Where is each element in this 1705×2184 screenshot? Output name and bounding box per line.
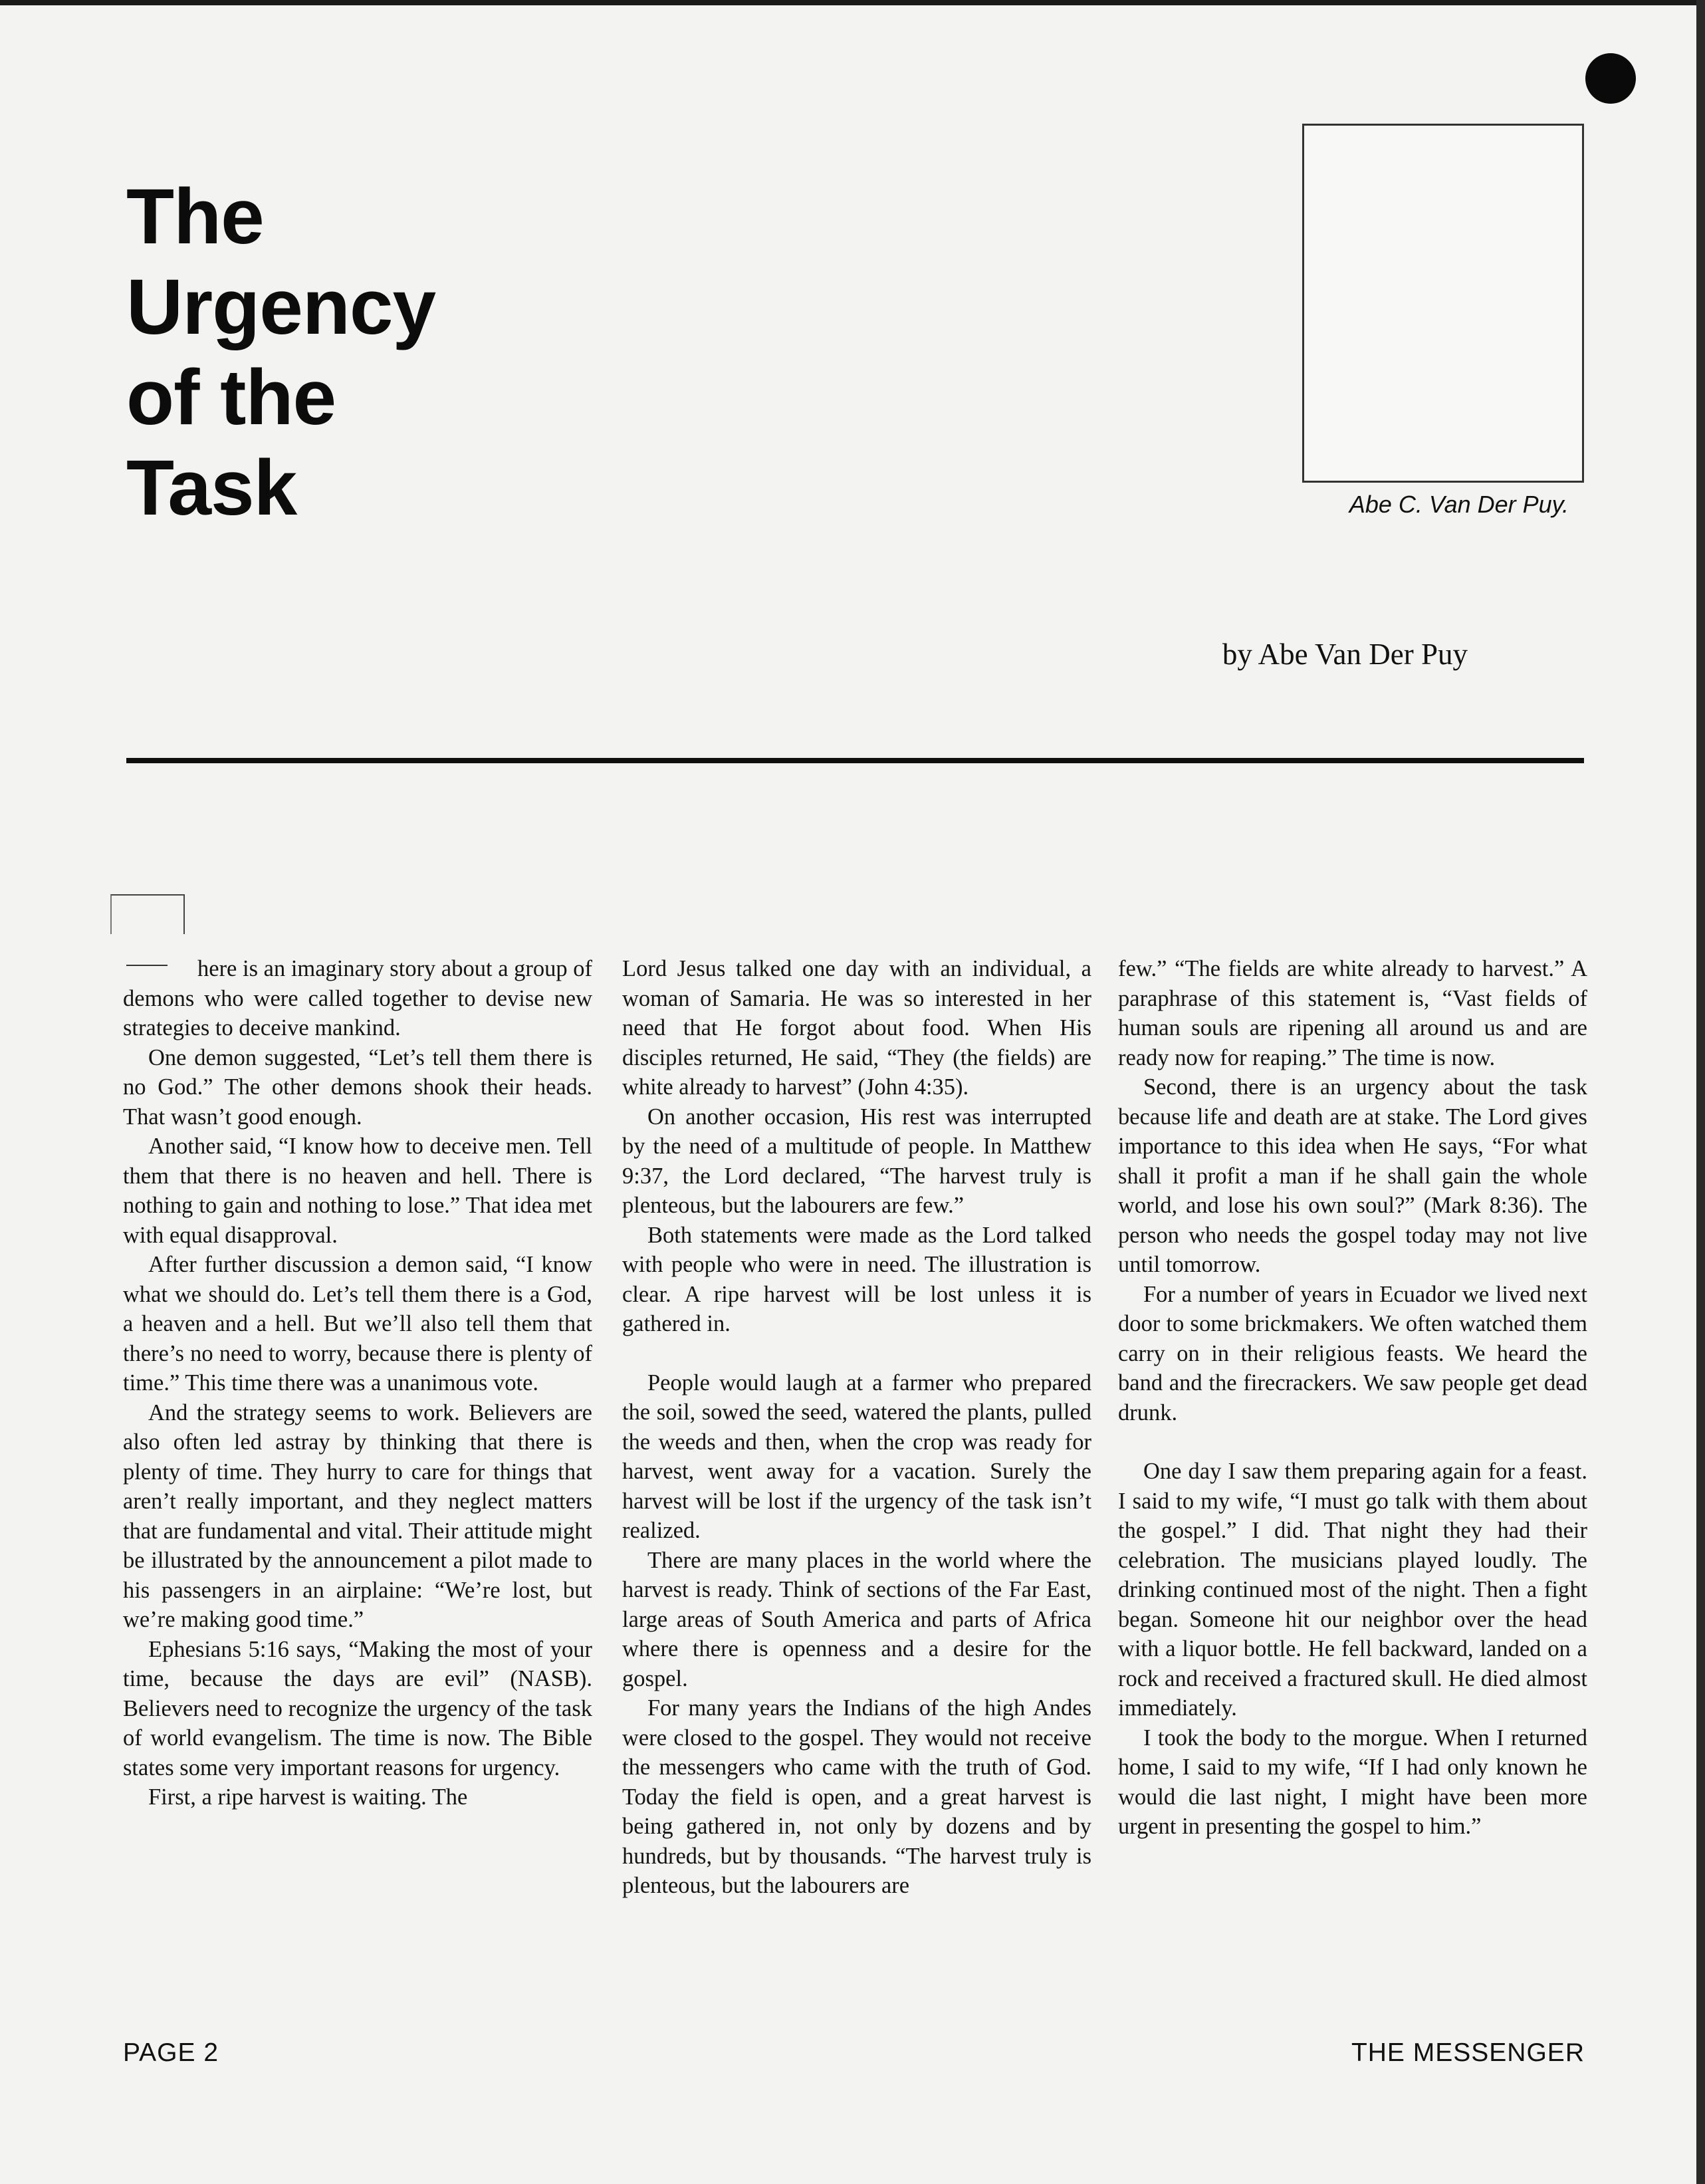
page-edge-right [1696,0,1705,2184]
paragraph: After further discussion a demon said, “I know what we should do. Let’s tell them there is a God, a heaven and a hell. But we’ll also tell them that there’s no need to worry, because there is plenty of time.” This time there was a unanimous vote. [123,1252,592,1395]
paragraph: I took the body to the morgue. When I returned home, I said to my wife, “If I had only known he would die last night, I might have been more urgent in presenting the gospel to him.” [1118,1725,1587,1839]
paragraph: And the strategy seems to work. Believers are also often led astray by thinking that there is plenty of time. They hurry to care for things that aren’t really important, and they neglect matters that are fundamental and vital. Their attitude might be illustrated by the announcement a pilot made to his passengers in an airplaine: “We’re lost, but we’re making good time.” [123,1399,592,1632]
publication-name: THE MESSENGER [1351,2038,1585,2067]
title-line-1: The [126,173,264,261]
paragraph: Both statements were made as the Lord talked with people who were in need. The illustration is clear. A ripe harvest will be lost unless it is gathered in. [622,1222,1091,1336]
text-column-1 [123,954,592,1812]
paragraph: Another said, “I know how to deceive men. Tell them that there is no heaven and hell. There is nothing to gain and nothing to lose.” That idea met with equal disapproval. [123,1134,592,1248]
article-title [126,172,435,533]
title-line-3: of the [126,354,336,441]
paragraph: First, a ripe harvest is waiting. The [148,1784,468,1810]
paragraph: On another occasion, His rest was interrupted by the need of a multitude of people. In Matthew 9:37, the Lord declared, “The harvest truly is plenteous, but the labourers are few.” [622,1104,1091,1218]
photo-caption: Abe C. Van Der Puy. [1349,491,1569,518]
paragraph: Lord Jesus talked one day with an individual, a woman of Samaria. He was so interested in her need that He forgot about food. When His disciples returned, He said, “They (the fields) are white already to harvest” (John 4:35). [622,956,1091,1100]
title-line-2: Urgency [126,263,436,351]
paragraph: Ephesians 5:16 says, “Making the most of your time, because the days are evil” (NASB). Believers need to recognize the urgency of the task of world evangelism. The time is now. The Bible states some very important reasons for urgency. [123,1636,592,1780]
text-column-2 [622,954,1091,1901]
paragraph: Second, there is an urgency about the task because life and death are at stake. The Lord gives importance to this idea when He says, “For what shall it profit a man if he shall gain the whole world, and lose his own soul?” (Mark 8:36). The person who needs the gospel today may not live until tomorrow. [1118,1074,1587,1277]
paragraph: here is an imaginary story about a group of demons who were called together to devise new strategies to deceive mankind. [123,956,592,1040]
header-rule [126,758,1584,763]
binder-hole [1585,53,1636,104]
paragraph: People would laugh at a farmer who prepared the soil, sowed the seed, watered the plants, pulled the weeds and then, when the crop was ready for harvest, went away for a vacation. Surely the harvest will be lost if the urgency of the task isn’t realized. [622,1370,1091,1543]
page-number: PAGE 2 [123,2038,219,2067]
title-line-4: Task [126,444,297,532]
paragraph: For a number of years in Ecuador we lived next door to some brickmakers. We often watched them carry on in their religious feasts. We heard the band and the firecrackers. We saw people get dead drunk. [1118,1281,1587,1425]
paragraph: few.” “The fields are white already to harvest.” A paraphrase of this statement is, “Vast fields of human souls are ripening all around us and are ready now for reaping.” The time is now. [1118,956,1587,1070]
text-column-3 [1118,954,1587,1842]
paragraph: There are many places in the world where the harvest is ready. Think of sections of the Far East, large areas of South America and parts of Africa where there is openness and a desire for the gospel. [622,1547,1091,1691]
page-edge-top [0,0,1705,5]
byline: by Abe Van Der Puy [1222,638,1468,671]
paragraph: One demon suggested, “Let’s tell them there is no God.” The other demons shook their heads. That wasn’t good enough. [123,1044,592,1130]
drop-cap-placeholder [110,894,185,934]
paragraph: One day I saw them preparing again for a feast. I said to my wife, “I must go talk with them about the gospel.” I did. That night they had their celebration. The musicians played loudly. The drinking continued most of the night. Then a fight began. Someone hit our neighbor over the head with a liquor bottle. He fell backward, landed on a rock and received a fractured skull. He died almost immediately. [1118,1459,1587,1721]
paragraph: For many years the Indians of the high Andes were closed to the gospel. They would not receive the messengers who came with the truth of God. Today the field is open, and a great harvest is being gathered in, not only by dozens and by hundreds, but by thousands. “The harvest truly is plenteous, but the labourers are [622,1695,1091,1898]
author-photo-frame [1302,124,1584,483]
